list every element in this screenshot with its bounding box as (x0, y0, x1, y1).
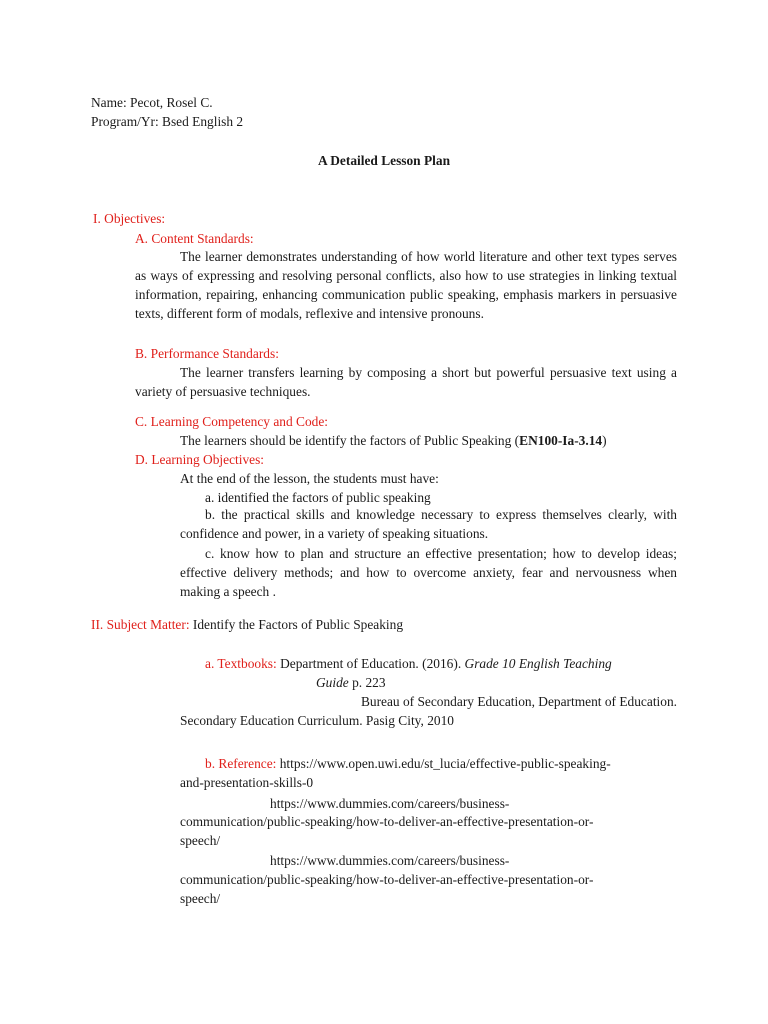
reference-url-2-part-1[interactable]: https://www.dummies.com/careers/business- (270, 796, 510, 811)
objectives-heading: I. Objectives: (93, 211, 166, 226)
content-standards-text: The learner demonstrates understanding of how world literature and other text types serves as ways of expressing and resolving personal conflicts, also how to use strategies in linking textual information, repairing, enhancing communication public speaking, emphasis markers in persuasive texts, different form of modals, reflexive and intensive pronouns. (135, 249, 677, 321)
competency-code: EN100-Ia-3.14 (519, 433, 603, 448)
learning-objective-a: a. identified the factors of public speaking (205, 490, 431, 505)
content-standards-heading: A. Content Standards: (135, 231, 254, 246)
competency-text-after: ) (602, 433, 607, 448)
subject-matter-line (91, 615, 403, 634)
subject-matter-text: Identify the Factors of Public Speaking (192, 617, 404, 632)
performance-standards-heading: B. Performance Standards: (135, 346, 279, 361)
textbook-ref-1-title-cont: Guide (316, 675, 349, 690)
reference-url-3-part-3[interactable]: speech/ (180, 891, 221, 906)
textbooks-line-1 (205, 654, 612, 673)
textbook-ref-1-page: p. 223 (352, 675, 386, 690)
competency-text (180, 431, 607, 450)
program-year: Program/Yr: Bsed English 2 (91, 114, 244, 129)
subject-matter-heading: II. Subject Matter: (91, 617, 190, 632)
textbook-ref-1-title: Grade 10 English Teaching (464, 656, 612, 671)
competency-heading: C. Learning Competency and Code: (135, 414, 329, 429)
competency-text-before: The learners should be identify the factors of Public Speaking ( (180, 433, 520, 448)
learning-objectives-heading: D. Learning Objectives: (135, 452, 265, 467)
reference-url-1-part-1[interactable]: https://www.open.uwi.edu/st_lucia/effective-public-speaking- (279, 756, 611, 771)
learning-objectives-intro: At the end of the lesson, the students must have: (180, 471, 439, 486)
reference-url-2-part-2[interactable]: communication/public-speaking/how-to-deliver-an-effective-presentation-or- (180, 814, 594, 829)
textbooks-label: a. Textbooks: (205, 656, 277, 671)
textbook-ref-1-plain: Department of Education. (2016). (280, 656, 462, 671)
textbook-ref-2-line-1: Bureau of Secondary Education, Department of Education. (360, 694, 677, 709)
reference-url-2-part-3[interactable]: speech/ (180, 833, 221, 848)
document-title: A Detailed Lesson Plan (317, 153, 451, 168)
textbooks-line-2 (316, 673, 386, 692)
reference-label: b. Reference: (205, 756, 277, 771)
reference-url-3-part-1[interactable]: https://www.dummies.com/careers/business- (270, 853, 510, 868)
reference-line-1 (205, 754, 611, 773)
textbook-ref-2-line-2: Secondary Education Curriculum. Pasig City, 2010 (180, 713, 454, 728)
learning-objective-b: b. the practical skills and knowledge necessary to express themselves clearly, with confidence and power, in a variety of speaking situations. (180, 507, 677, 541)
student-name: Name: Pecot, Rosel C. (91, 95, 213, 110)
performance-standards-text: The learner transfers learning by composing a short but powerful persuasive text using a variety of persuasive techniques. (135, 365, 677, 399)
reference-url-1-part-2[interactable]: and-presentation-skills-0 (180, 775, 314, 790)
reference-url-3-part-2[interactable]: communication/public-speaking/how-to-deliver-an-effective-presentation-or- (180, 872, 594, 887)
learning-objective-c: c. know how to plan and structure an effective presentation; how to develop ideas; effective delivery methods; and how to overcome anxiety, fear and nervousness when making a speech . (180, 546, 677, 599)
